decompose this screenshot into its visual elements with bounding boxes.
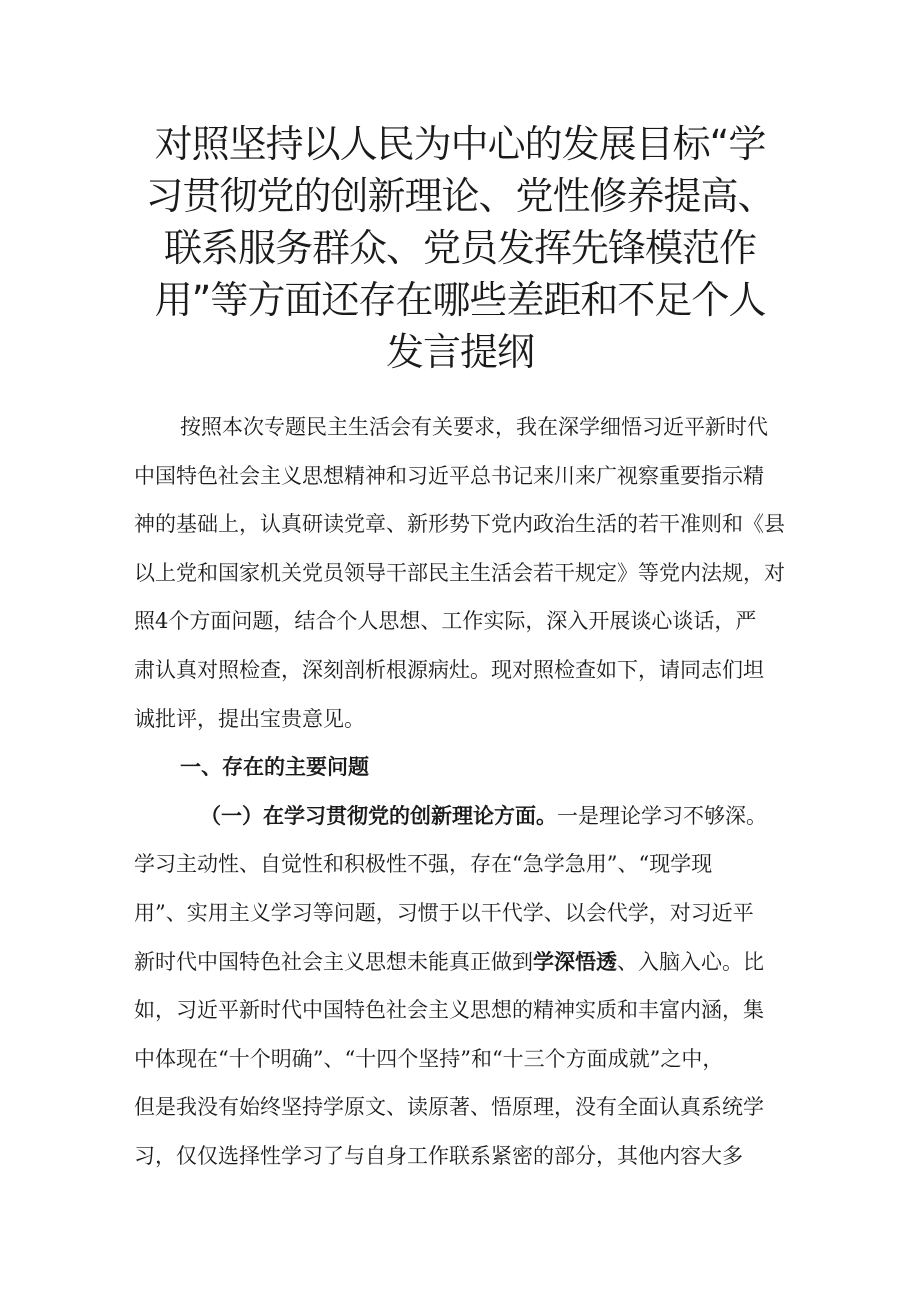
document-body [134,403,794,1181]
title-line: 用”等方面还存在哪些差距和不足个人 [154,278,766,322]
intro-paragraph [134,403,794,743]
paragraph-line: 按照本次专题民主生活会有关要求，我在深学细悟习近平新时代 [180,415,768,439]
paragraph-line: 学习主动性、自觉性和积极性不强，存在“急学急用”、“现学现 [134,852,713,877]
document-title [140,118,780,378]
paragraph-line: 如，习近平新时代中国特色社会主义思想的精神实质和丰富内涵，集 [134,998,764,1023]
subsection-paragraph [134,792,794,1181]
paragraph-line [134,792,794,841]
paragraph-text: 新时代中国特色社会主义思想未能真正做到 [134,949,533,974]
title-line: 对照坚持以人民为中心的发展目标“学 [154,122,766,166]
paragraph-line: 中体现在“十个明确”、“十四个坚持”和“十三个方面成就”之中， [134,1046,724,1071]
paragraph-line: 诚批评，提出宝贵意见。 [134,706,365,731]
title-line: 习贯彻党的创新理论、党性修养提高、 [145,174,775,218]
paragraph-line: 照4个方面问题，结合个人思想、工作实际，深入开展谈心谈话，严 [134,609,757,634]
paragraph-line [134,938,794,987]
paragraph-line: 中国特色社会主义思想精神和习近平总书记来川来广视察重要指示精 [134,463,764,488]
emphasis-text: 学深悟透 [533,948,617,974]
paragraph-text: 一是理论学习不够深。 [557,803,767,828]
subsection-heading: （一）在学习贯彻党的创新理论方面。 [200,802,557,828]
section-heading: 一、存在的主要问题 [180,754,369,780]
paragraph-line: 用”、实用主义学习等问题，习惯于以干代学、以会代学，对习近平 [134,900,754,925]
paragraph-line: 神的基础上，认真研读党章、新形势下党内政治生活的若干准则和《县 [134,512,785,537]
paragraph-text: 、入脑入心。比 [617,949,764,974]
paragraph-line: 以上党和国家机关党员领导干部民主生活会若干规定》等党内法规，对 [134,560,785,585]
paragraph-line: 但是我没有始终坚持学原文、读原著、悟原理，没有全面认真系统学 [134,1095,764,1120]
paragraph-line: 习，仅仅选择性学习了与自身工作联系紧密的部分，其他内容大多 [134,1143,743,1168]
title-line: 发言提纲 [385,330,534,374]
paragraph-line: 肃认真对照检查，深刻剖析根源病灶。现对照检查如下，请同志们坦 [134,657,764,682]
title-line: 联系服务群众、党员发挥先锋模范作 [163,226,756,270]
